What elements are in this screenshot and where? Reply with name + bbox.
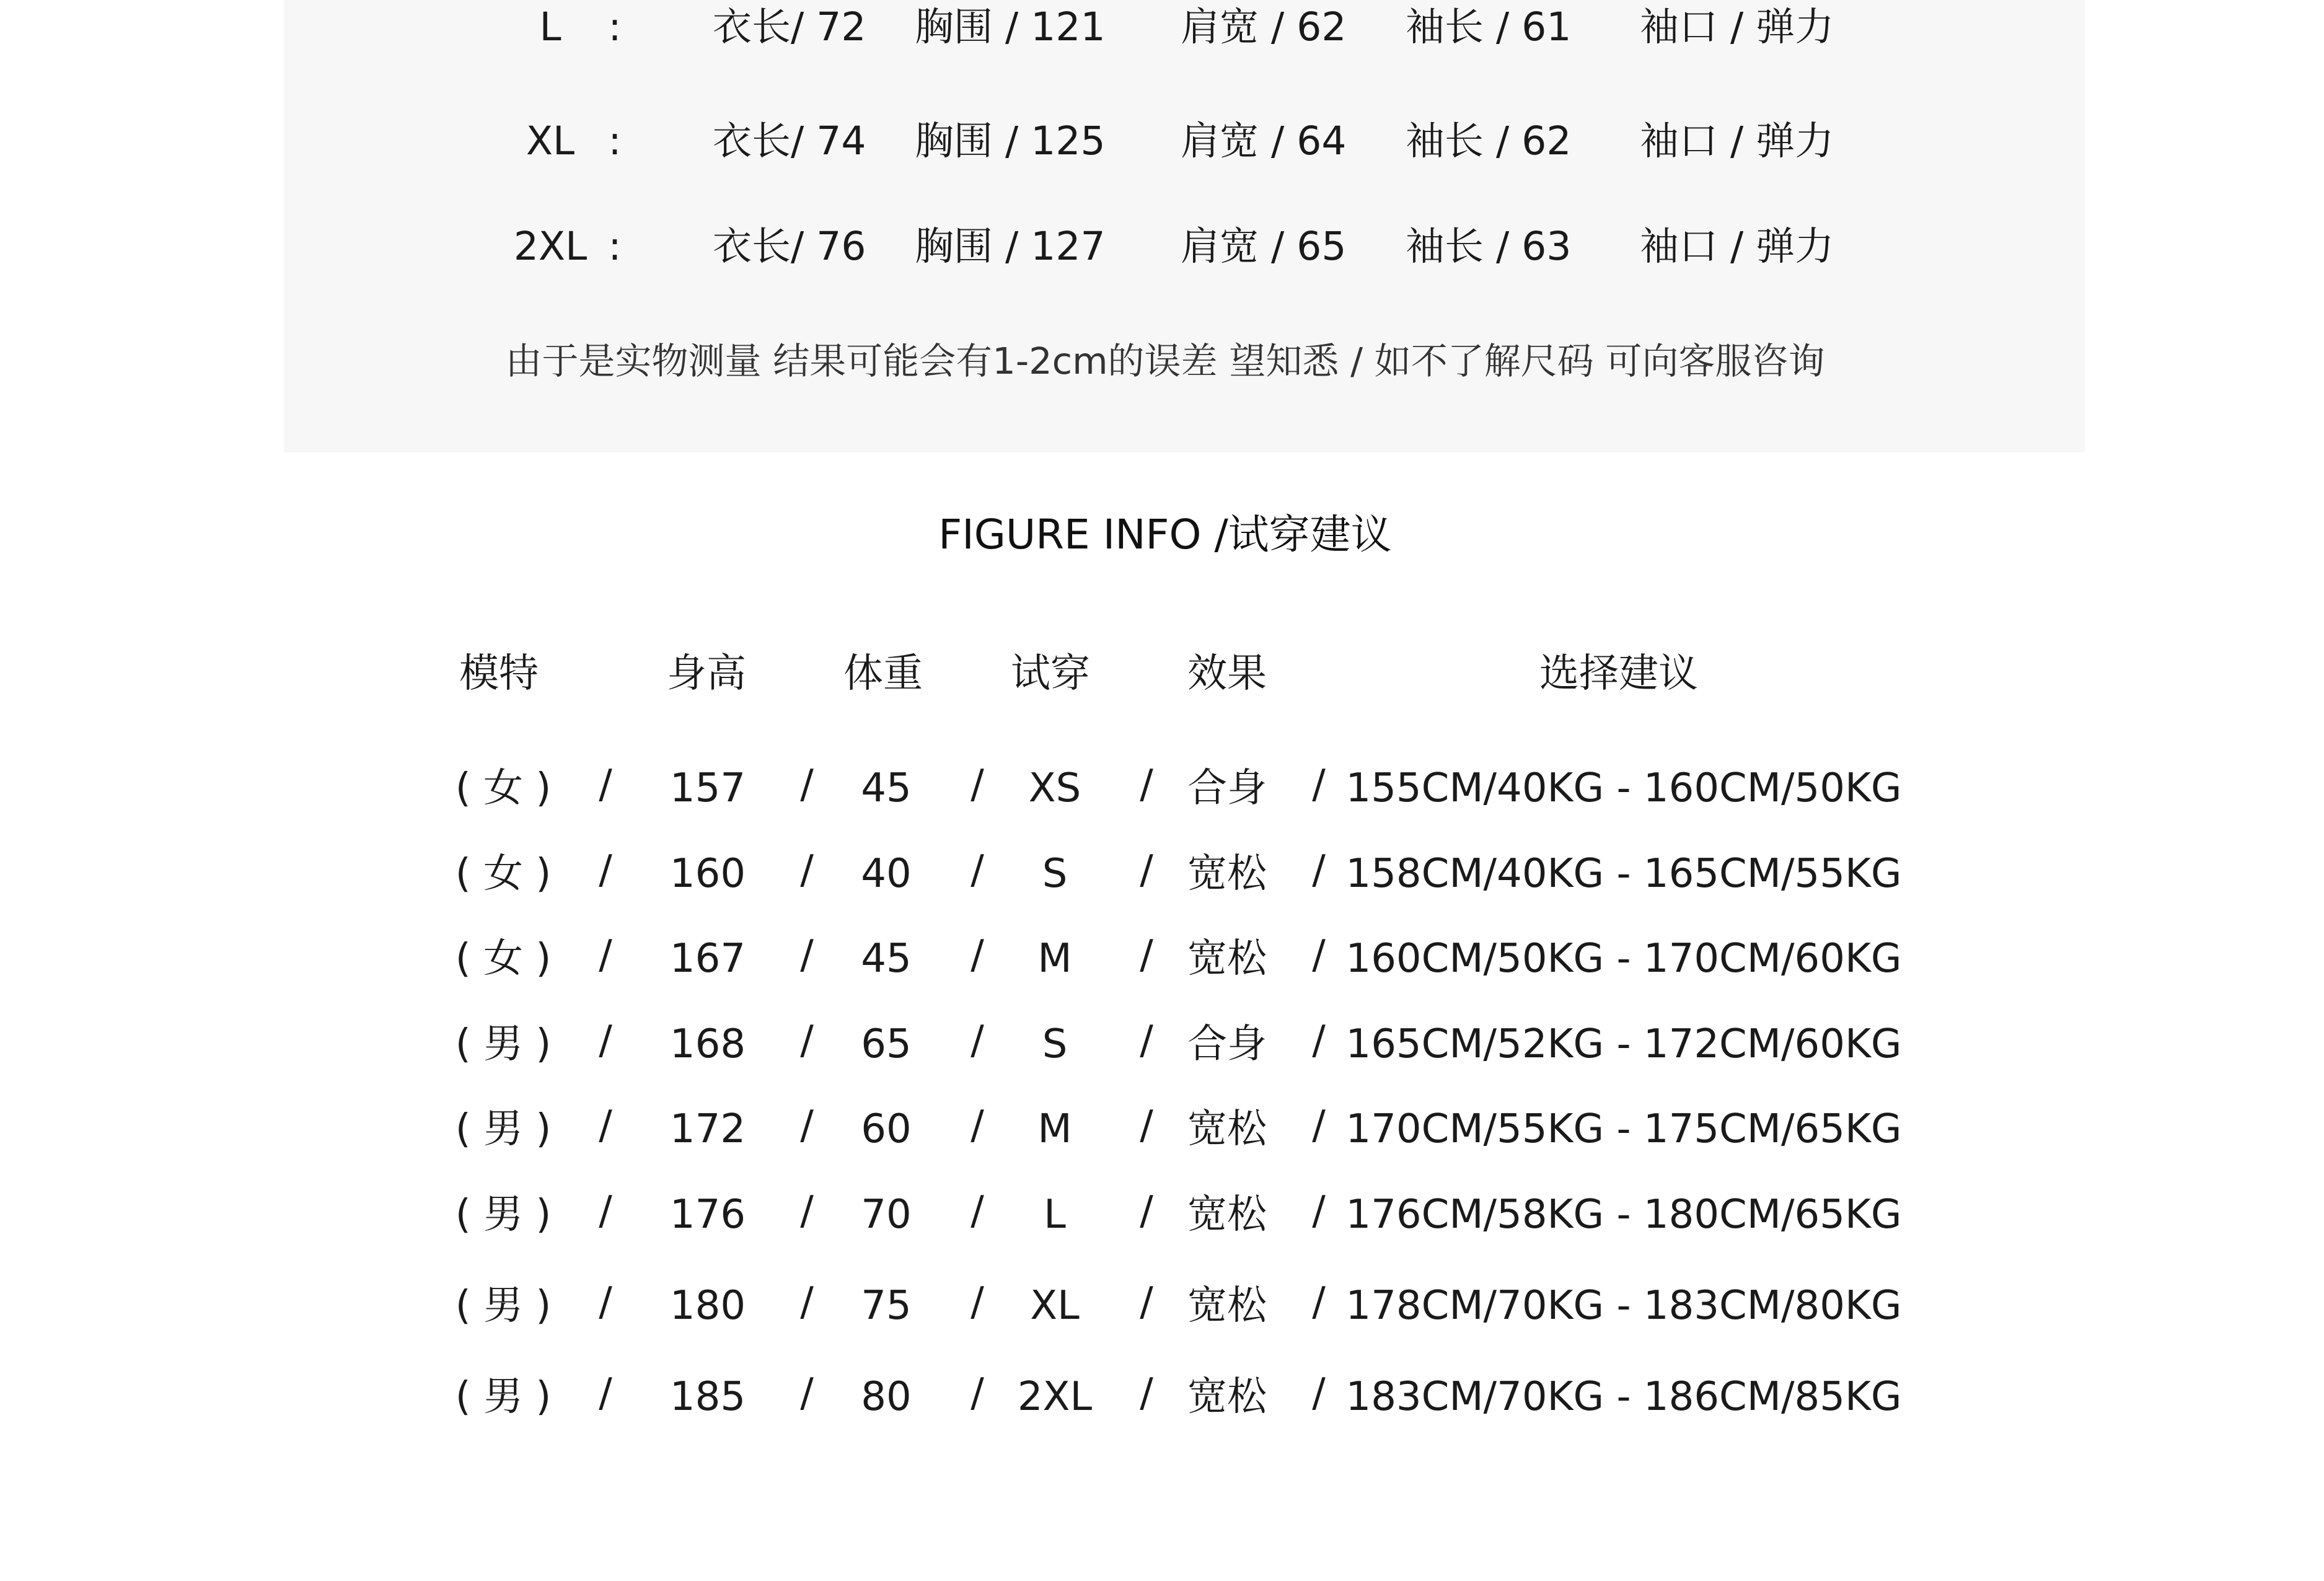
shoulder-measure: 肩宽 / 64 [1181, 118, 1347, 164]
length-measure: 衣长/ 76 [713, 224, 866, 269]
effect-cell: 合身 [1187, 1021, 1267, 1067]
height-cell: 160 [669, 851, 746, 897]
column-separator: / [971, 1188, 984, 1234]
weight-cell: 65 [861, 1021, 912, 1067]
column-separator: / [599, 1279, 612, 1325]
height-cell: 176 [669, 1192, 746, 1238]
column-separator: / [1312, 1279, 1326, 1325]
weight-cell: 40 [861, 851, 912, 897]
size-cell: S [1042, 851, 1068, 897]
column-separator: / [1140, 1370, 1153, 1416]
suggestion-cell: 155CM/40KG - 160CM/50KG [1345, 765, 1902, 811]
column-separator: / [599, 1370, 612, 1416]
weight-cell: 80 [861, 1374, 912, 1420]
header-suggestion: 选择建议 [1539, 651, 1698, 697]
column-separator: / [599, 1188, 612, 1234]
header-weight: 体重 [843, 651, 923, 697]
height-cell: 167 [669, 936, 746, 982]
column-separator: / [800, 762, 814, 808]
height-cell: 185 [669, 1374, 746, 1420]
sleeve-measure: 袖长 / 62 [1406, 118, 1572, 164]
effect-cell: 宽松 [1187, 936, 1267, 982]
suggestion-cell: 178CM/70KG - 183CM/80KG [1345, 1283, 1902, 1329]
effect-cell: 宽松 [1187, 1283, 1267, 1329]
effect-cell: 宽松 [1187, 1192, 1267, 1238]
sleeve-measure: 袖长 / 61 [1406, 4, 1572, 50]
size-colon: : [608, 4, 622, 50]
column-separator: / [800, 1018, 814, 1064]
chest-measure: 胸围 / 121 [915, 4, 1106, 50]
column-separator: / [599, 1018, 612, 1064]
size-label: XL [526, 118, 575, 164]
column-separator: / [1312, 1370, 1326, 1416]
size-cell: L [1044, 1192, 1066, 1238]
column-separator: / [800, 1188, 814, 1234]
weight-cell: 75 [861, 1283, 912, 1329]
column-separator: / [1312, 1188, 1326, 1234]
cuff-measure: 袖口 / 弹力 [1640, 118, 1834, 164]
model-cell: ( 男 ) [455, 1021, 552, 1067]
column-separator: / [971, 932, 984, 978]
header-model: 模特 [459, 651, 539, 697]
column-separator: / [599, 932, 612, 978]
figure-info-title: FIGURE INFO /试穿建议 [938, 511, 1392, 558]
model-cell: ( 男 ) [455, 1374, 552, 1420]
column-separator: / [1140, 1279, 1153, 1325]
height-cell: 172 [669, 1106, 746, 1152]
column-separator: / [1140, 932, 1153, 978]
size-cell: 2XL [1017, 1374, 1093, 1420]
column-separator: / [1140, 1103, 1153, 1148]
column-separator: / [800, 1279, 814, 1325]
model-cell: ( 女 ) [455, 851, 552, 897]
column-separator: / [1312, 847, 1326, 893]
suggestion-cell: 160CM/50KG - 170CM/60KG [1345, 936, 1902, 982]
size-cell: XL [1030, 1283, 1080, 1329]
height-cell: 180 [669, 1283, 746, 1329]
weight-cell: 60 [861, 1106, 912, 1152]
length-measure: 衣长/ 74 [713, 118, 866, 164]
shoulder-measure: 肩宽 / 62 [1181, 4, 1347, 50]
column-separator: / [599, 847, 612, 893]
column-separator: / [800, 932, 814, 978]
column-separator: / [800, 1103, 814, 1148]
size-cell: S [1042, 1021, 1068, 1067]
column-separator: / [1140, 847, 1153, 893]
chest-measure: 胸围 / 125 [915, 118, 1106, 164]
column-separator: / [971, 1103, 984, 1148]
suggestion-cell: 170CM/55KG - 175CM/65KG [1345, 1106, 1902, 1152]
column-separator: / [971, 762, 984, 808]
weight-cell: 45 [861, 765, 912, 811]
column-separator: / [971, 1018, 984, 1064]
model-cell: ( 男 ) [455, 1106, 552, 1152]
weight-cell: 45 [861, 936, 912, 982]
column-separator: / [971, 1370, 984, 1416]
height-cell: 157 [669, 765, 746, 811]
header-effect: 效果 [1187, 651, 1267, 697]
column-separator: / [599, 762, 612, 808]
effect-cell: 合身 [1187, 765, 1267, 811]
column-separator: / [971, 1279, 984, 1325]
effect-cell: 宽松 [1187, 851, 1267, 897]
model-cell: ( 男 ) [455, 1192, 552, 1238]
model-cell: ( 男 ) [455, 1283, 552, 1329]
cuff-measure: 袖口 / 弹力 [1640, 4, 1834, 50]
column-separator: / [1312, 1018, 1326, 1064]
cuff-measure: 袖口 / 弹力 [1640, 224, 1834, 269]
column-separator: / [971, 847, 984, 893]
header-height: 身高 [667, 651, 746, 697]
length-measure: 衣长/ 72 [713, 4, 866, 50]
chest-measure: 胸围 / 127 [915, 224, 1106, 269]
size-label: 2XL [513, 224, 588, 269]
suggestion-cell: 165CM/52KG - 172CM/60KG [1345, 1021, 1902, 1067]
size-cell: M [1037, 1106, 1072, 1152]
column-separator: / [1140, 1018, 1153, 1064]
effect-cell: 宽松 [1187, 1106, 1267, 1152]
model-cell: ( 女 ) [455, 936, 552, 982]
column-separator: / [599, 1103, 612, 1148]
column-separator: / [1312, 932, 1326, 978]
column-separator: / [1140, 762, 1153, 808]
suggestion-cell: 158CM/40KG - 165CM/55KG [1345, 851, 1902, 897]
size-label: L [539, 4, 561, 50]
weight-cell: 70 [861, 1192, 912, 1238]
column-separator: / [800, 847, 814, 893]
suggestion-cell: 176CM/58KG - 180CM/65KG [1345, 1192, 1902, 1238]
column-separator: / [1312, 762, 1326, 808]
suggestion-cell: 183CM/70KG - 186CM/85KG [1345, 1374, 1902, 1420]
column-separator: / [1140, 1188, 1153, 1234]
height-cell: 168 [669, 1021, 746, 1067]
header-try-size: 试穿 [1011, 651, 1090, 697]
column-separator: / [800, 1370, 814, 1416]
size-cell: M [1037, 936, 1072, 982]
column-separator: / [1312, 1103, 1326, 1148]
size-cell: XS [1028, 765, 1081, 811]
model-cell: ( 女 ) [455, 765, 552, 811]
size-chart-note: 由于是实物测量 结果可能会有1-2cm的误差 望知悉 / 如不了解尺码 可向客服咨询 [505, 340, 1825, 382]
shoulder-measure: 肩宽 / 65 [1181, 224, 1347, 269]
size-colon: : [608, 224, 622, 269]
effect-cell: 宽松 [1187, 1374, 1267, 1420]
size-colon: : [608, 118, 622, 164]
sleeve-measure: 袖长 / 63 [1406, 224, 1572, 269]
